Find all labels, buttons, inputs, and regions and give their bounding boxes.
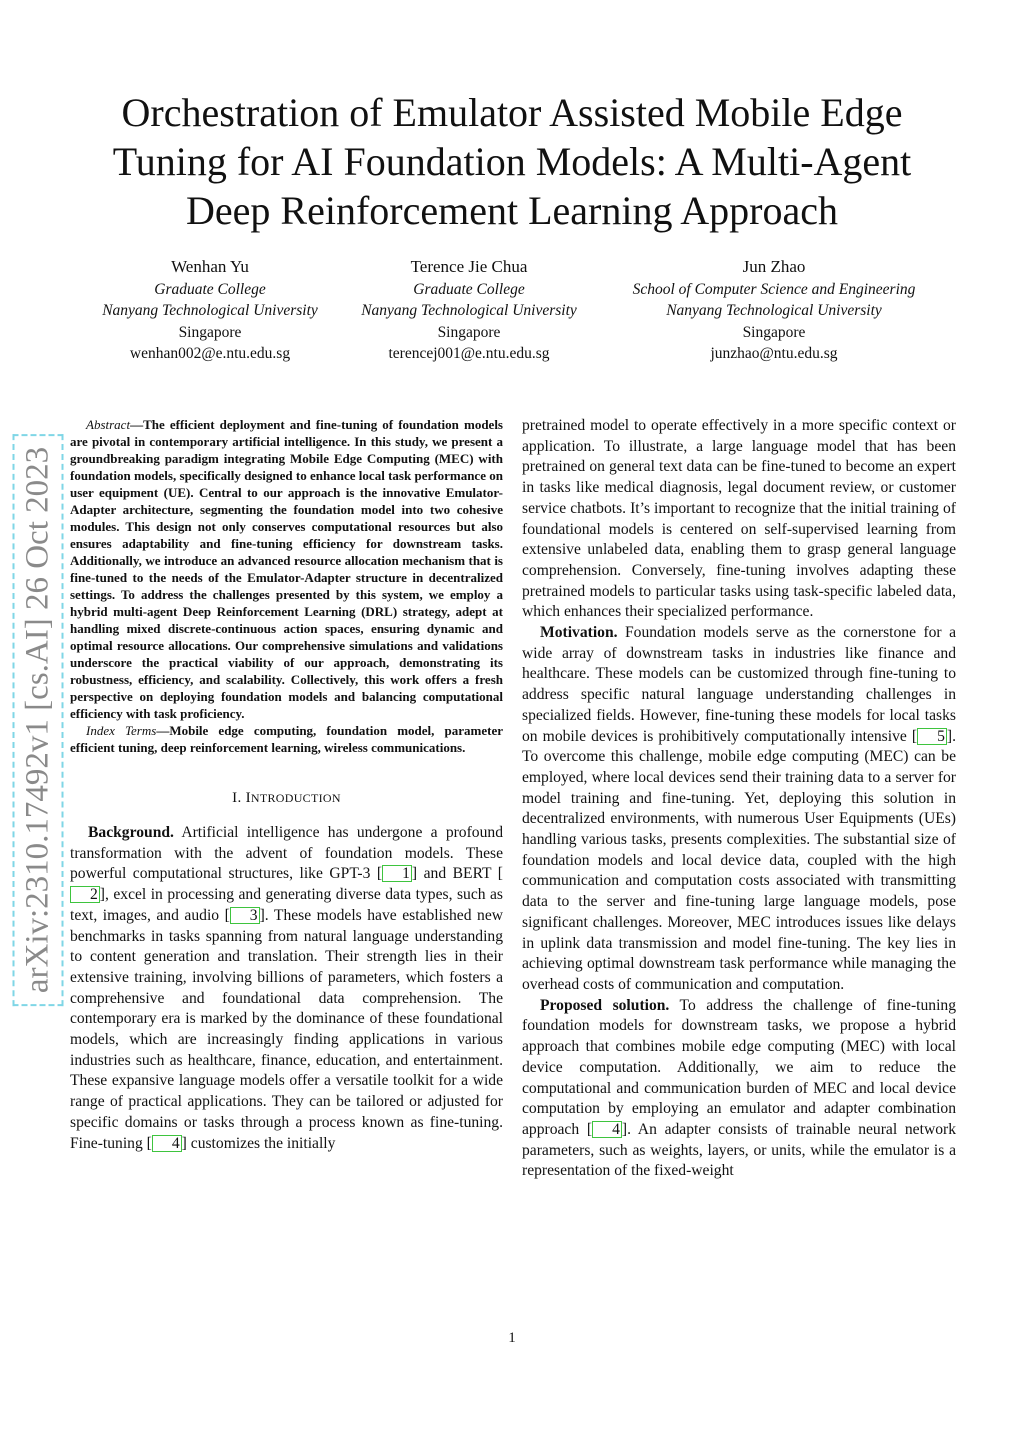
index-terms	[70, 722, 503, 756]
author-univ: Nanyang Technological University	[102, 302, 318, 319]
motivation-paragraph: Motivation. Foundation models serve as the cornerstone for a wide array of downstream tasks in industries like finance and healthcare. These models can be customized through fine-tuning to address specific natural language understanding challenges in specialized fields. However, fine-tuning these models for local tasks on mobile devices is prohibitively computationally intensive [ 5 ]. To overcome this challenge, mobile edge computing (MEC) can be employed, where local devices send their training data to a server for model training and fine-tuning. Yet, deploying this solution in decentralized environments, with numerous User Equipments (UEs) handling various tasks, presents complexities. The substantial size of foundation models and local device data, coupled with the high communication and computation costs associated with transmitting data to the server and fine-tuning large language models, pose significant challenges. Moreover, MEC introduces issues like delays in uplink data transmission and model fine-tuning. The key lies in achieving optimal downstream task performance while managing the overhead costs of communication and computation.	[522, 624, 956, 993]
paragraph-lead: Proposed solution.	[540, 996, 670, 1014]
left-column	[70, 416, 503, 1154]
section-heading: I. INTRODUCTION	[232, 790, 341, 806]
author-country: Singapore	[178, 323, 242, 341]
abstract-text: —The efficient deployment and fine-tuning of foundation models are pivotal in contemporary artificial intelligence. In this study, we present a groundbreaking paradigm integrating Mobile Edge Computing (MEC) with foundation models, specifically designed to enhance local task performance on user equipment (UE). Central to our approach is the innovative Emulator-Adapter architecture, segmenting the foundation model into two cohesive modules. This design not only conserves computational resources but also ensures adaptability and fine-tuning efficiency for downstream tasks. Additionally, we introduce an advanced resource allocation mechanism that is fine-tuned to the needs of the Emulator-Adapter structure in decentralized settings. To address the challenges presented by this system, we employ a hybrid multi-agent Deep Reinforcement Learning (DRL) strategy, adept at handling mixed discrete-continuous action spaces, ensuring dynamic and optimal resource allocations. Our comprehensive simulations and validations underscore the practical viability of our approach, demonstrating its robustness, efficiency, and scalability. Collectively, this work offers a fresh perspective on deploying foundation models and balancing computational efficiency with task proficiency.	[70, 417, 503, 721]
author-1	[80, 256, 340, 365]
author-name: Terence Jie Chua	[410, 257, 528, 276]
index-terms-label: Index Terms	[86, 723, 157, 738]
paper-title: Orchestration of Emulator Assisted Mobile Edge Tuning for AI Foundation Models: A Multi-Agent Deep Reinforcement Learning Approach	[112, 90, 912, 233]
author-country: Singapore	[742, 323, 806, 341]
index-terms-text: —Mobile edge computing, foundation model, parameter efficient tuning, deep reinforcement learning, wireless communications.	[70, 723, 504, 755]
citation-link[interactable]: 3	[230, 907, 260, 924]
author-3	[598, 256, 950, 365]
right-column	[522, 416, 956, 1182]
author-univ: Nanyang Technological University	[666, 302, 882, 319]
author-dept: Graduate College	[413, 280, 525, 298]
author-email: wenhan002@e.ntu.edu.sg	[129, 345, 291, 362]
author-dept: School of Computer Science and Engineering	[632, 280, 916, 298]
background-paragraph: Background. Artificial intelligence has undergone a profound transformation with the advent of foundation models. These powerful computational structures, like GPT-3 [ 1 ] and BERT [2 ], excel in processing and generating diverse data types, such as text, images, and audio [ 3 ]. These models have established new benchmarks in tasks spanning from natural language understanding to content generation and translation. Their strength lies in their extensive training, involving billions of parameters, which fosters a comprehensive and foundational data comprehension. The contemporary era is marked by the dominance of these foundational models, which are increasingly finding applications in various industries such as healthcare, finance, education, and entertainment. These expansive language models offer a versatile toolkit for a wide range of practical applications. They can be tailored or adjusted for specific domains or tasks through a process known as fine-tuning. Fine-tuning [ 4 ] customizes the initially	[70, 824, 503, 1152]
continuation-paragraph: pretrained model to operate effectively in a more specific context or application. To illustrate, a large language model that has been pretrained on general text data can be fine-tuned to become an expert in tasks like medical diagnosis, legal document review, or customer service chatbots. It’s important to recognize that the initial training of foundational models is centered on self-supervised learning from extensive unlabeled data, enabling them to grasp general language comprehension. Conversely, fine-tuning involves adapting these pretrained models to particular tasks using task-specific labeled data, which enhances their specialized performance.	[522, 417, 956, 621]
citation-link[interactable]: 5	[917, 728, 947, 745]
arxiv-sidebar	[14, 420, 62, 1020]
abstract	[70, 416, 503, 722]
author-email: terencej001@e.ntu.edu.sg	[388, 345, 550, 362]
paragraph-lead: Motivation.	[540, 624, 618, 642]
citation-link[interactable]: 4	[152, 1135, 182, 1152]
author-2	[340, 256, 598, 365]
citation-link[interactable]: 2	[70, 886, 100, 903]
arxiv-identifier[interactable]: arXiv:2310.17492v1 [cs.AI] 26 Oct 2023	[20, 441, 57, 999]
author-dept: Graduate College	[154, 280, 266, 298]
abstract-label: Abstract	[86, 417, 131, 432]
author-name: Wenhan Yu	[171, 257, 249, 276]
citation-link[interactable]: 1	[382, 865, 412, 882]
citation-link[interactable]: 4	[592, 1121, 622, 1138]
paragraph-lead: Background.	[88, 824, 174, 841]
page-number: 1	[508, 1330, 516, 1346]
author-block	[80, 256, 950, 365]
author-name: Jun Zhao	[742, 257, 806, 276]
proposed-solution-paragraph: Proposed solution. To address the challenge of fine-tuning foundation models for downstream tasks, we propose a hybrid approach that combines mobile edge computing (MEC) with local device computation. Additionally, we aim to reduce the computational and communication burden of MEC and local device computation by employing an emulator and adapter combination approach [ 4 ]. An adapter consists of trainable neural network parameters, such as weights, layers, or units, while the emulator is a representation of the fixed-weight	[522, 996, 956, 1180]
author-email: junzhao@ntu.edu.sg	[710, 345, 838, 362]
author-univ: Nanyang Technological University	[361, 302, 577, 319]
author-country: Singapore	[437, 323, 501, 341]
